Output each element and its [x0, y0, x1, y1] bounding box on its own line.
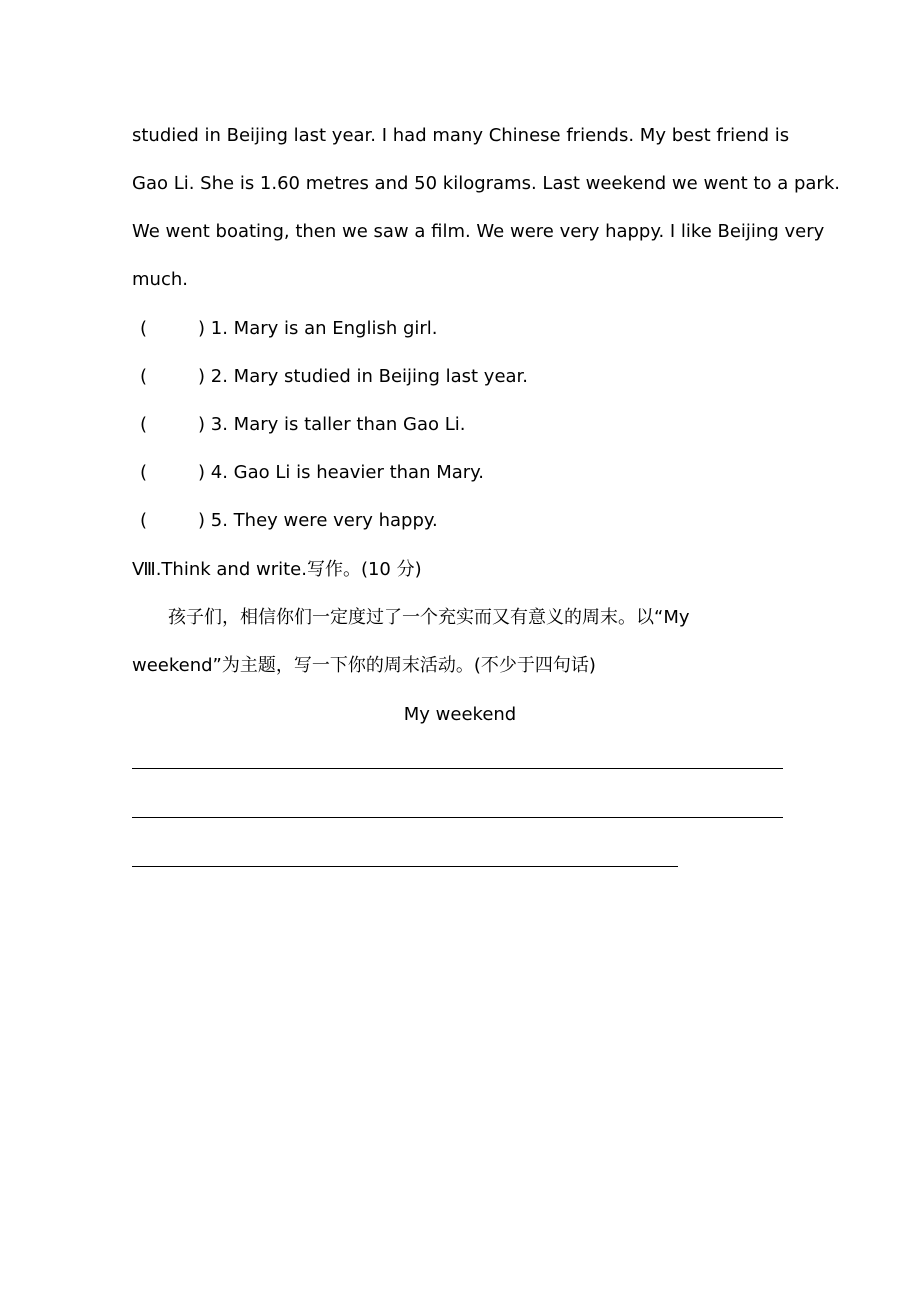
answer-blank-open: ( — [140, 414, 148, 435]
answer-blank-open: ( — [140, 318, 148, 339]
answer-blank-open: ( — [140, 366, 148, 387]
tf-item-3 — [140, 413, 465, 437]
passage-line-3: We went boating, then we saw a film. We were very happy. I like Beijing very — [132, 221, 825, 242]
passage-line-2: Gao Li. She is 1.60 metres and 50 kilograms. Last weekend we went to a park. — [132, 173, 840, 194]
tf-statement: 3. Mary is taller than Gao Li. — [210, 414, 466, 435]
tf-item-5 — [140, 509, 438, 533]
answer-blank-close: ) — [198, 510, 206, 531]
tf-statement: 1. Mary is an English girl. — [210, 318, 438, 339]
tf-item-4 — [140, 461, 484, 485]
answer-blank-close: ) — [198, 462, 206, 483]
tf-statement: 5. They were very happy. — [210, 510, 438, 531]
tf-item-2 — [140, 365, 528, 389]
tf-item-1 — [140, 317, 438, 341]
answer-blank-close: ) — [198, 366, 206, 387]
tf-statement: 2. Mary studied in Beijing last year. — [210, 366, 529, 387]
answer-blank-close: ) — [198, 318, 206, 339]
writing-line-1[interactable] — [132, 768, 783, 769]
section-title: Ⅷ.Think and write.写作。(10 分) — [132, 559, 422, 580]
answer-blank-open: ( — [140, 462, 148, 483]
writing-instructions: 孩子们，相信你们一定度过了一个充实而又有意义的周末。以“My weekend”为主题，写一下你的周末活动。(不少于四句话) — [132, 607, 690, 676]
passage-line-4: much. — [132, 269, 188, 290]
passage-line-1: studied in Beijing last year. I had many Chinese friends. My best friend is — [132, 125, 790, 146]
writing-line-3[interactable] — [132, 866, 678, 867]
answer-blank-close: ) — [198, 414, 206, 435]
writing-line-2[interactable] — [132, 817, 783, 818]
answer-blank-open: ( — [140, 510, 148, 531]
tf-statement: 4. Gao Li is heavier than Mary. — [210, 462, 484, 483]
writing-title: My weekend — [403, 704, 517, 725]
